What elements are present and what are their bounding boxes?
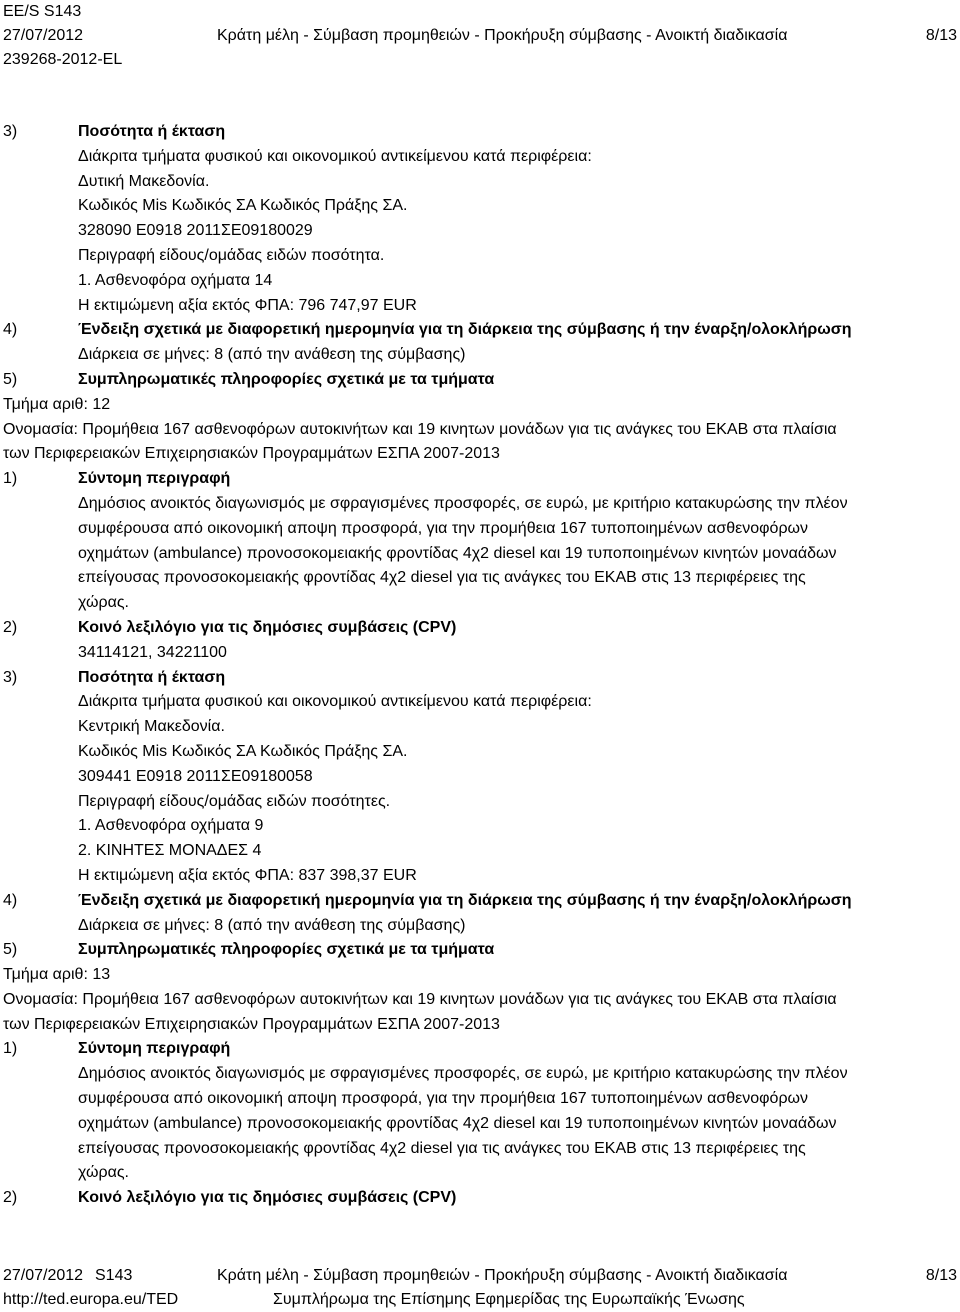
section-additional-heading: 5) Συμπληρωματικές πληροφορίες σχετικά με τα τμήματα [3, 941, 495, 959]
header-ref: EE/S S143 [3, 3, 82, 20]
page-footer [3, 1264, 957, 1312]
footer-ref: S143 [95, 1267, 133, 1284]
text-line: οχημάτων (ambulance) προνοσοκομειακής φροντίδας 4χ2 diesel και 19 τυποποιημένων κινητών μοναάδων [78, 1114, 837, 1132]
document-body [3, 120, 957, 1211]
estimated-value: Η εκτιμώμενη αξία εκτός ΦΠΑ: 796 747,97 EUR [78, 296, 417, 314]
text-line: Δυτική Μακεδονία. [78, 172, 210, 190]
header-page-number: 8/13 [925, 27, 957, 44]
text-line: συμφέρουσα από οικονομική αποψη προσφορά, για την προμήθεια 167 τυποποιημένων ασθενοφόρων [78, 519, 809, 537]
header-date: 27/07/2012 [3, 27, 84, 44]
lot-title: Τμήμα αριθ: 12 [3, 395, 111, 413]
text-line: 328090 Ε0918 2011ΣΕ09180029 [78, 222, 313, 240]
text-line: Δημόσιος ανοικτός διαγωνισμός με σφραγισμένες προσφορές, σε ευρώ, με κριτήριο κατακυρώσης την πλέον [78, 494, 848, 512]
lot-title: Τμήμα αριθ: 13 [3, 966, 111, 984]
text-line: 2. ΚΙΝΗΤΕΣ ΜΟΝΑΔΕΣ 4 [78, 842, 262, 860]
lot-name-continued: των Περιφερειακών Επιχειρησιακών Προγραμμάτων ΕΣΠΑ 2007-2013 [3, 445, 500, 463]
footer-page-number: 8/13 [925, 1267, 957, 1284]
text-line: Διάκριτα τμήματα φυσικού και οικονομικού αντικείμενου κατά περιφέρεια: [78, 693, 592, 711]
section-duration-heading: 4) Ένδειξη σχετικά με διαφορετική ημερομηνία για τη διάρκεια της σύμβασης ή την έναρξη/ολοκλήρωση [3, 321, 852, 339]
text-line: 309441 Ε0918 2011ΣΕ09180058 [78, 767, 313, 785]
section-quantity-heading: 3) Ποσότητα ή έκταση [3, 123, 226, 140]
text-line: συμφέρουσα από οικονομική αποψη προσφορά, για την προμήθεια 167 τυποποιημένων ασθενοφόρων [78, 1090, 809, 1108]
text-line: Διάκριτα τμήματα φυσικού και οικονομικού αντικείμενου κατά περιφέρεια: [78, 147, 592, 165]
text-line: Περιγραφή είδους/ομάδας ειδών ποσότητα. [78, 246, 385, 264]
footer-date: 27/07/2012 [3, 1267, 84, 1284]
text-line: 1. Ασθενοφόρα οχήματα 9 [78, 817, 264, 835]
estimated-value: Η εκτιμώμενη αξία εκτός ΦΠΑ: 837 398,37 EUR [78, 866, 417, 884]
duration-text: Διάρκεια σε μήνες: 8 (από την ανάθεση της σύμβασης) [78, 346, 466, 364]
text-line: Κεντρική Μακεδονία. [78, 718, 225, 736]
header-doc-id: 239268-2012-EL [3, 51, 123, 68]
text-line: χώρας. [78, 1164, 129, 1182]
footer-title: Κράτη μέλη - Σύμβαση προμηθειών - Προκήρυξη σύμβασης - Ανοικτή διαδικασία [217, 1267, 788, 1284]
text-line: Κωδικός Mis Κωδικός ΣΑ Κωδικός Πράξης ΣΑ. [78, 197, 408, 215]
lot-name-continued: των Περιφερειακών Επιχειρησιακών Προγραμμάτων ΕΣΠΑ 2007-2013 [3, 1015, 500, 1033]
text-line: επείγουσας προνοσοκομειακής φροντίδας 4χ2 diesel για τις ανάγκες του ΕΚΑΒ στις 13 περιφέρειες της [78, 569, 806, 587]
section-short-description-heading: 1) Σύντομη περιγραφή [3, 1040, 231, 1058]
text-line: επείγουσας προνοσοκομειακής φροντίδας 4χ2 diesel για τις ανάγκες του ΕΚΑΒ στις 13 περιφέρειες της [78, 1139, 806, 1157]
footer-url-link[interactable]: http://ted.europa.eu/TED [3, 1291, 179, 1308]
section-cpv-heading: 2) Κοινό λεξιλόγιο για τις δημόσιες συμβάσεις (CPV) [3, 1189, 457, 1207]
lot-name: Ονομασία: Προμήθεια 167 ασθενοφόρων αυτοκινήτων και 19 κινητων μονάδων για τις ανάγκες του ΕΚΑΒ στα πλαίσια [3, 990, 837, 1008]
header-title: Κράτη μέλη - Σύμβαση προμηθειών - Προκήρυξη σύμβασης - Ανοικτή διαδικασία [217, 27, 788, 44]
duration-text: Διάρκεια σε μήνες: 8 (από την ανάθεση της σύμβασης) [78, 916, 466, 934]
section-quantity-heading: 3) Ποσότητα ή έκταση [3, 668, 226, 686]
section-short-description-heading: 1) Σύντομη περιγραφή [3, 470, 231, 488]
text-line: Κωδικός Mis Κωδικός ΣΑ Κωδικός Πράξης ΣΑ. [78, 742, 408, 760]
page-header [3, 0, 957, 72]
cpv-codes: 34114121, 34221100 [78, 643, 227, 661]
section-additional-heading: 5) Συμπληρωματικές πληροφορίες σχετικά με τα τμήματα [3, 370, 495, 388]
text-line: 1. Ασθενοφόρα οχήματα 14 [78, 271, 273, 289]
text-line: Δημόσιος ανοικτός διαγωνισμός με σφραγισμένες προσφορές, σε ευρώ, με κριτήριο κατακυρώσης την πλέον [78, 1065, 848, 1083]
section-duration-heading: 4) Ένδειξη σχετικά με διαφορετική ημερομηνία για τη διάρκεια της σύμβασης ή την έναρξη/ολοκλήρωση [3, 891, 852, 909]
text-line: Περιγραφή είδους/ομάδας ειδών ποσότητες. [78, 792, 391, 810]
footer-publication: Συμπλήρωμα της Επίσημης Εφημερίδας της Ευρωπαϊκής Ένωσης [273, 1291, 745, 1308]
text-line: οχημάτων (ambulance) προνοσοκομειακής φροντίδας 4χ2 diesel και 19 τυποποιημένων κινητών μοναάδων [78, 544, 837, 562]
text-line: χώρας. [78, 594, 129, 612]
lot-name: Ονομασία: Προμήθεια 167 ασθενοφόρων αυτοκινήτων και 19 κινητων μονάδων για τις ανάγκες του ΕΚΑΒ στα πλαίσια [3, 420, 837, 438]
section-cpv-heading: 2) Κοινό λεξιλόγιο για τις δημόσιες συμβάσεις (CPV) [3, 618, 457, 636]
